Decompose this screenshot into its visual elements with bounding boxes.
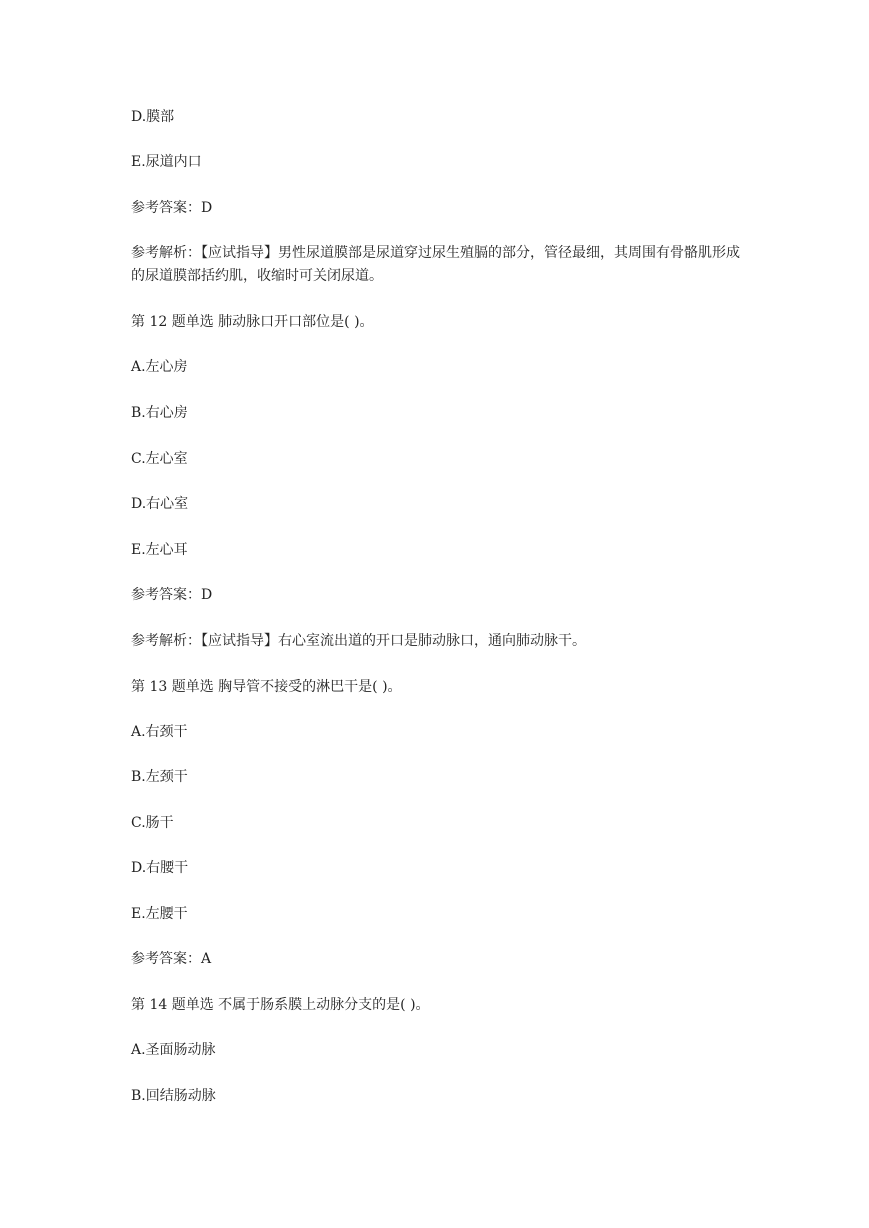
question-13: 第 13 题单选 胸导管不接受的淋巴干是( )。 [131,679,402,695]
explanation-q12: 参考解析：【应试指导】右心室流出道的开口是肺动脉口，通向肺动脉干。 [131,633,586,649]
q13-option-b: B.左颈干 [131,769,188,785]
answer-q11: 参考答案：D [131,200,213,216]
q13-option-d: D.右腰干 [131,860,189,876]
q13-option-e: E.左腰干 [131,906,188,922]
answer-q13: 参考答案：A [131,951,212,967]
q14-option-b: B.回结肠动脉 [131,1088,216,1104]
q13-option-a: A.右颈干 [131,724,188,740]
q12-option-e: E.左心耳 [131,542,188,558]
q12-option-b: B.右心房 [131,405,188,421]
q12-option-c: C.左心室 [131,451,188,467]
q12-option-a: A.左心房 [131,359,188,375]
question-14: 第 14 题单选 不属于肠系膜上动脉分支的是( )。 [131,997,430,1013]
q12-option-d: D.右心室 [131,496,189,512]
question-12: 第 12 题单选 肺动脉口开口部位是( )。 [131,314,374,330]
answer-q12: 参考答案：D [131,587,213,603]
option-d-membranous: D.膜部 [131,109,175,125]
q14-option-a: A.圣面肠动脉 [131,1042,216,1058]
explanation-q11: 参考解析：【应试指导】男性尿道膜部是尿道穿过尿生殖膈的部分，管径最细，其周围有骨骼肌形成的尿道膜部括约肌，收缩时可关闭尿道。 [131,245,740,284]
q13-option-c: C.肠干 [131,815,174,831]
option-e-internal-urethral-orifice: E.尿道内口 [131,154,202,170]
